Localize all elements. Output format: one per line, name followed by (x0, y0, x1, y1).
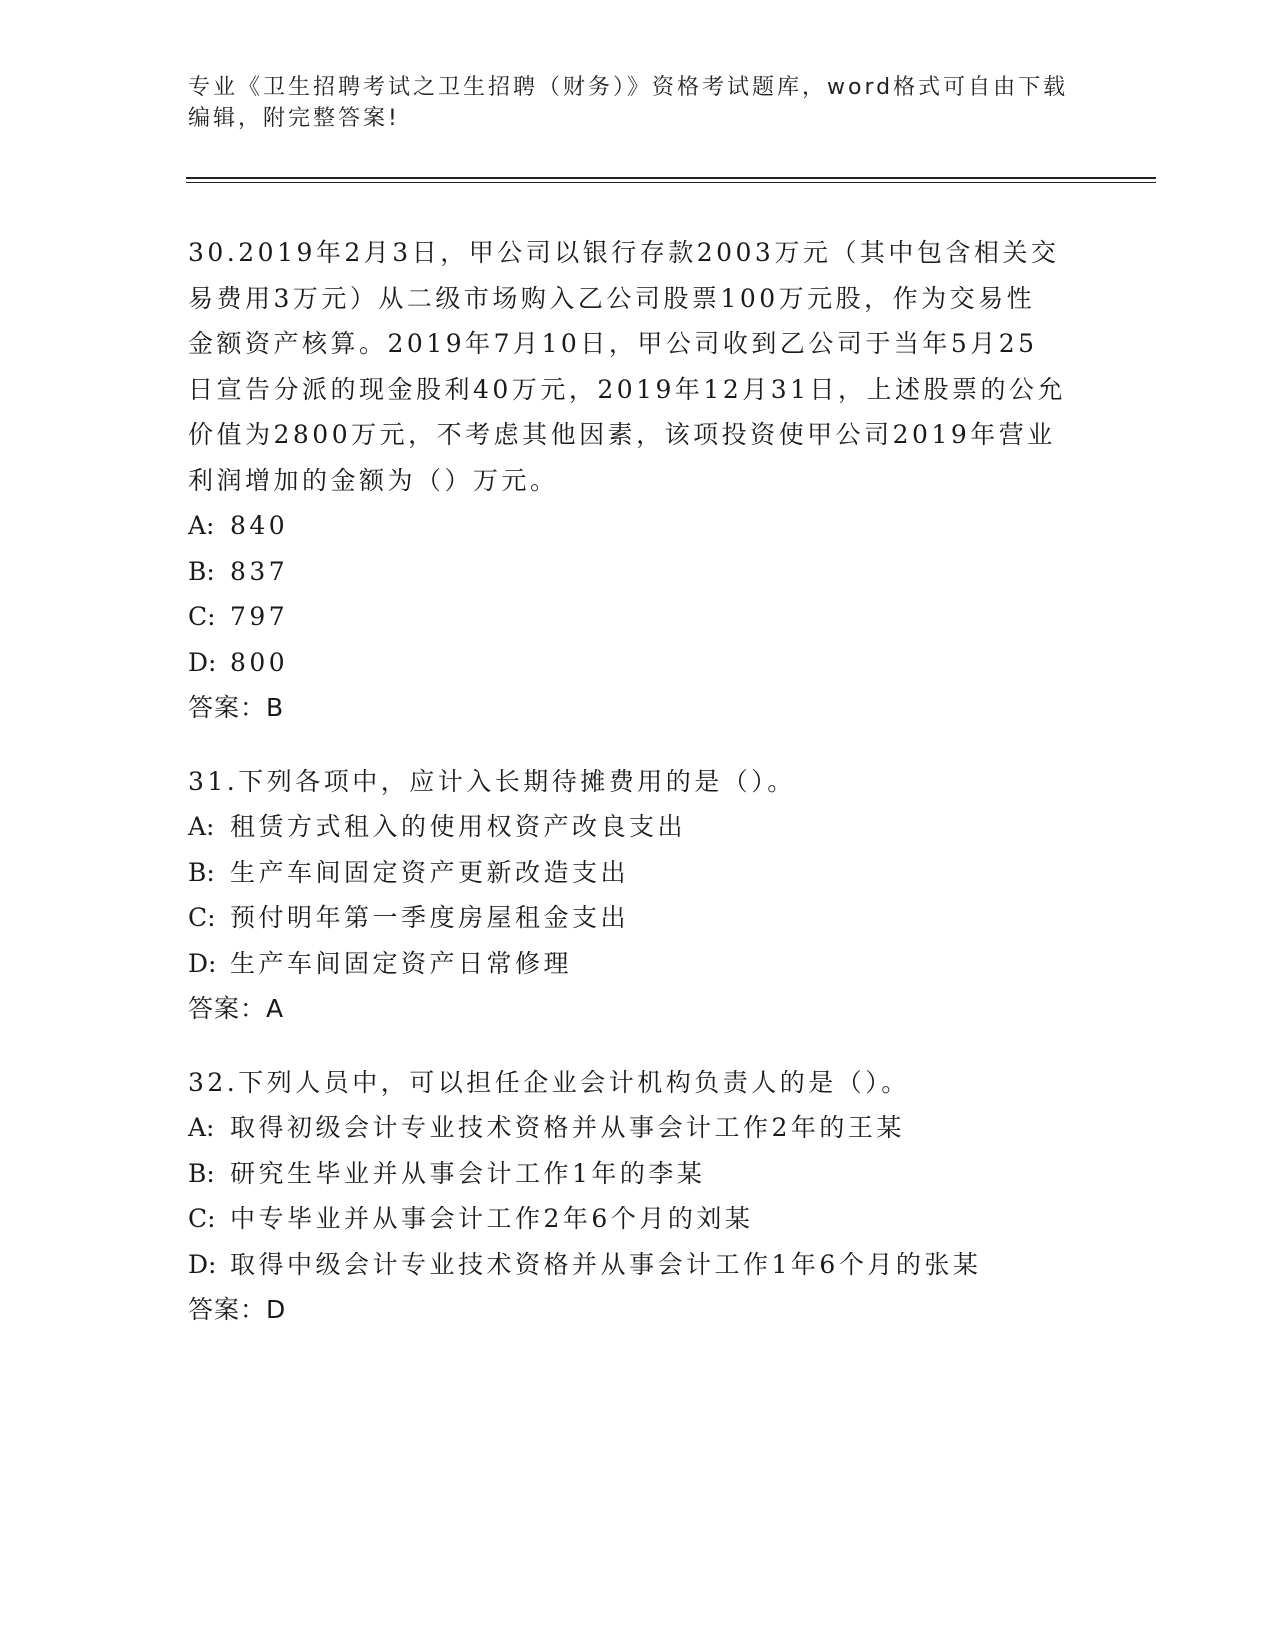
document-header (188, 72, 1088, 134)
question-stem-line: 利润增加的金额为（）万元。 (188, 465, 559, 495)
option-text: 797 (230, 602, 289, 631)
option-a (188, 503, 1088, 549)
header-line: 编辑，附完整答案! (188, 106, 400, 131)
answer-line: 答案：A (188, 994, 285, 1023)
option-text: 取得初级会计专业技术资格并从事会计工作2年的王某 (230, 1113, 905, 1142)
option-letter: D: (188, 1249, 217, 1279)
option-d (188, 941, 1088, 987)
option-c (188, 594, 1088, 640)
question-stem (188, 230, 1088, 503)
question-stem-line: 金额资产核算。2019年7月10日，甲公司收到乙公司于当年5月25 (188, 329, 1038, 358)
answer-line: 答案：D (188, 1295, 287, 1324)
option-letter: C: (188, 602, 216, 631)
option-a (188, 1105, 1088, 1151)
option-b (188, 1151, 1088, 1197)
option-letter: C: (188, 903, 216, 932)
option-d (188, 1242, 1088, 1288)
option-letter: D: (188, 647, 217, 677)
option-letter: A: (188, 511, 215, 540)
question-stem-line: 30.2019年2月3日，甲公司以银行存款2003万元（其中包含相关交 (188, 238, 1060, 267)
question-list (188, 230, 1088, 1361)
option-text: 研究生毕业并从事会计工作1年的李某 (230, 1158, 706, 1188)
option-text: 837 (230, 556, 289, 586)
option-text: 取得中级会计专业技术资格并从事会计工作1年6个月的张某 (230, 1249, 982, 1279)
answer-line: 答案：B (188, 693, 285, 722)
header-divider (186, 177, 1156, 179)
option-letter: B: (188, 556, 215, 586)
option-b (188, 850, 1088, 896)
header-divider-thin (186, 182, 1156, 183)
question-stem-line: 价值为2800万元，不考虑其他因素，该项投资使甲公司2019年营业 (188, 420, 1056, 449)
option-c (188, 1196, 1088, 1242)
question-item (188, 230, 1088, 731)
question-item (188, 1060, 1088, 1333)
option-letter: A: (188, 1113, 215, 1142)
option-d (188, 640, 1088, 686)
option-letter: B: (188, 857, 215, 887)
option-letter: C: (188, 1204, 216, 1233)
option-c (188, 895, 1088, 941)
option-a (188, 804, 1088, 850)
option-letter: D: (188, 948, 217, 978)
question-stem-line: 32.下列人员中，可以担任企业会计机构负责人的是（）。 (188, 1067, 910, 1097)
question-stem (188, 759, 1088, 805)
question-stem-line: 31.下列各项中，应计入长期待摊费用的是（）。 (188, 766, 796, 796)
option-letter: A: (188, 812, 215, 841)
option-text: 租赁方式租入的使用权资产改良支出 (230, 812, 687, 841)
question-stem-line: 日宣告分派的现金股利40万元，2019年12月31日，上述股票的公允 (188, 374, 1067, 404)
option-text: 840 (230, 511, 289, 540)
question-item (188, 759, 1088, 1032)
option-text: 生产车间固定资产更新改造支出 (230, 857, 630, 887)
option-b (188, 549, 1088, 595)
option-text: 生产车间固定资产日常修理 (230, 948, 573, 978)
header-line: 专业《卫生招聘考试之卫生招聘（财务）》资格考试题库，word格式可自由下载 (188, 75, 1069, 100)
option-text: 中专毕业并从事会计工作2年6个月的刘某 (230, 1204, 754, 1233)
question-stem (188, 1060, 1088, 1106)
option-letter: B: (188, 1158, 215, 1188)
question-stem-line: 易费用3万元）从二级市场购入乙公司股票100万元股，作为交易性 (188, 283, 1036, 313)
option-text: 预付明年第一季度房屋租金支出 (230, 903, 630, 932)
option-text: 800 (230, 647, 289, 677)
